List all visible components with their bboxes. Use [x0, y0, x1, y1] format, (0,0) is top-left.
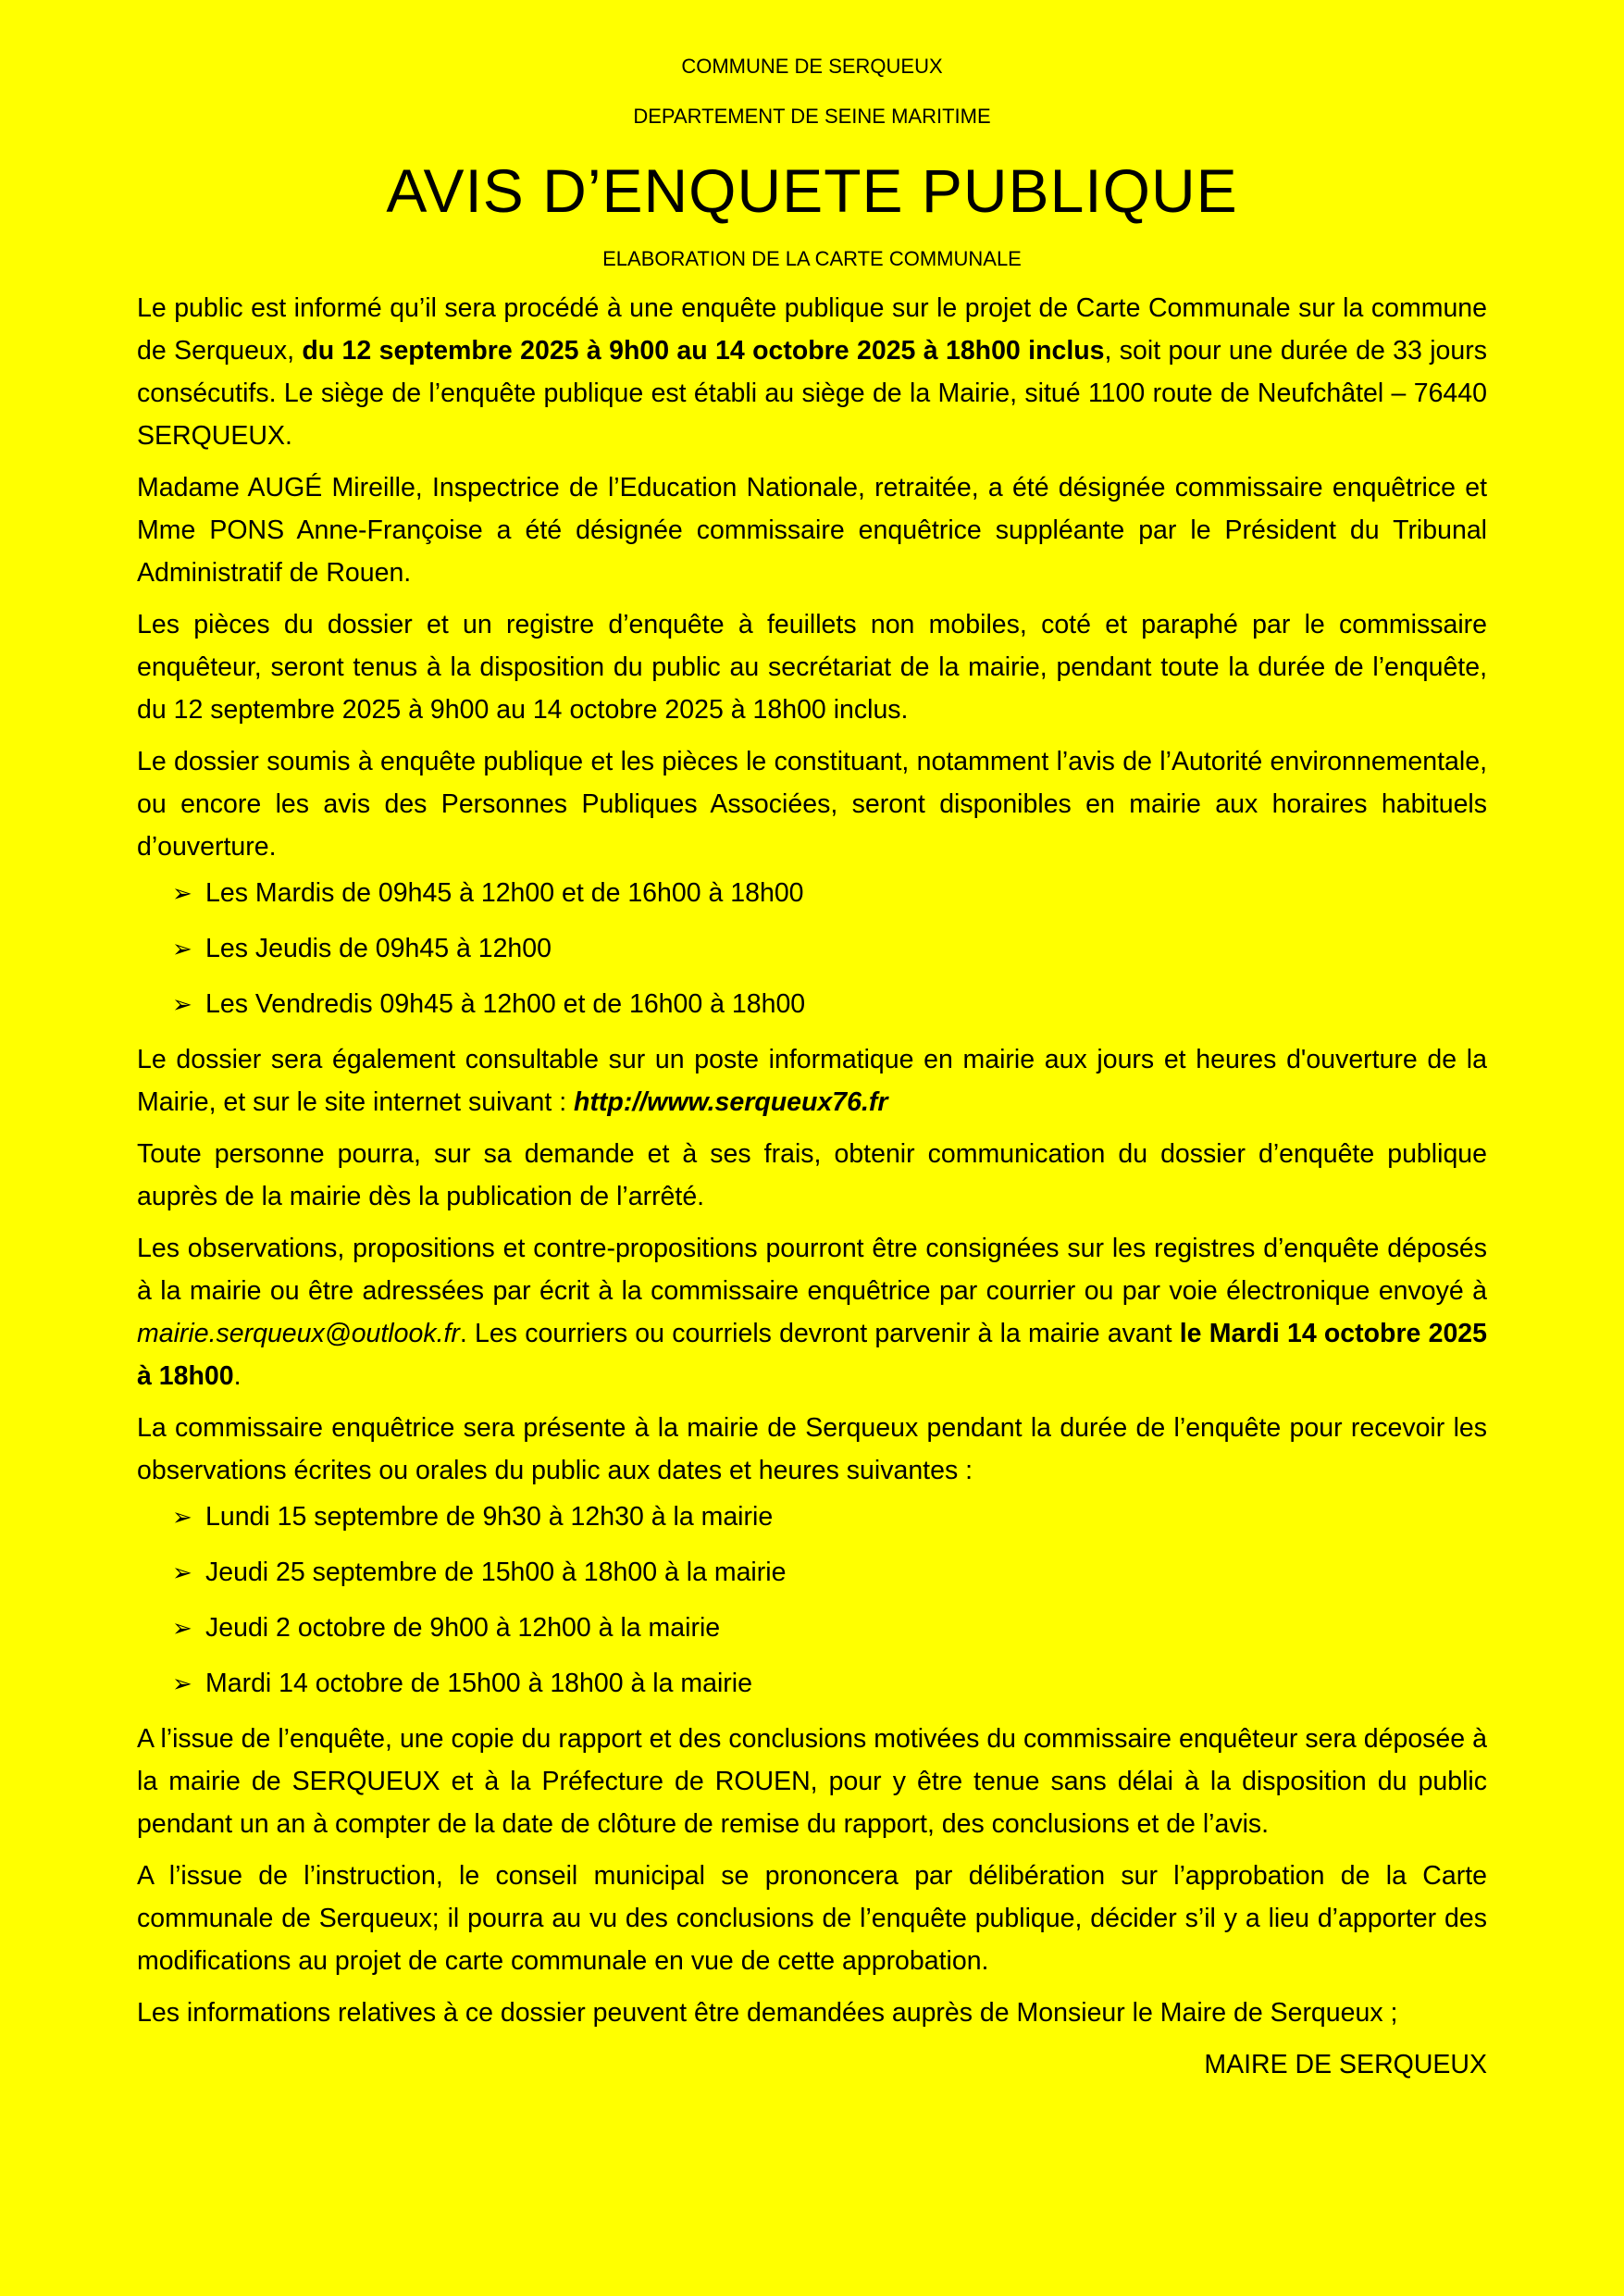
page-subtitle: ELABORATION DE LA CARTE COMMUNALE [602, 247, 1022, 270]
report-paragraph: A l’issue de l’enquête, une copie du rapport et des conclusions motivées du commissaire enquêteur sera déposée à la mairie de SERQUEUX et à la Préfecture de ROUEN, pour y être tenue sans délai à la disposition du public pendant un an à compter de la date de clôture de remise du rapport, des conclusions et de l’avis. [137, 1724, 1487, 1839]
list-item [172, 927, 1487, 970]
online-text: Le dossier sera également consultable sur un poste informatique en mairie aux jours et heures d'ouverture de la Mairie, et sur le site internet suivant : [137, 1045, 1487, 1117]
arrowhead-icon: ➢ [172, 1503, 192, 1531]
list-item-text: Jeudi 2 octobre de 9h00 à 12h00 à la mairie [205, 1613, 721, 1643]
list-item [172, 872, 1487, 914]
observations-text: Les observations, propositions et contre-propositions pourront être consignées sur les registres d’enquête déposés à la mairie ou être adressées par écrit à la commissaire enquêtrice par courrier ou par voie électronique envoyé à [137, 1234, 1487, 1306]
list-item [172, 983, 1487, 1025]
opening-hours-list [137, 872, 1487, 1025]
list-item [172, 1607, 1487, 1649]
list-item-text: Jeudi 25 septembre de 15h00 à 18h00 à la mairie [205, 1558, 787, 1587]
list-item-text: Les Vendredis 09h45 à 12h00 et de 16h00 à 18h00 [205, 989, 806, 1019]
information-paragraph: Les informations relatives à ce dossier peuvent être demandées auprès de Monsieur le Maire de Serqueux ; [137, 1998, 1398, 2028]
departement-heading: DEPARTEMENT DE SEINE MARITIME [633, 105, 991, 128]
signature: MAIRE DE SERQUEUX [1204, 2050, 1487, 2079]
availability-paragraph: Le dossier soumis à enquête publique et les pièces le constituant, notamment l’avis de l’Autorité environnementale, ou encore les avis des Personnes Publiques Associées, seront disponibles en mairie aux horaires habituels d’ouverture. [137, 747, 1487, 862]
observations-text-end: . [233, 1361, 242, 1391]
list-item-text: Lundi 15 septembre de 9h30 à 12h30 à la mairie [205, 1502, 774, 1532]
list-item-text: Mardi 14 octobre de 15h00 à 18h00 à la mairie [205, 1669, 752, 1698]
online-paragraph [137, 1038, 1487, 1123]
observations-paragraph [137, 1227, 1487, 1397]
commissaire-paragraph: Madame AUGÉ Mireille, Inspectrice de l’Education Nationale, retraitée, a été désignée commissaire enquêtrice et Mme PONS Anne-Françoise a été désignée commissaire enquêtrice suppléante par le Président du Tribunal Administratif de Rouen. [137, 473, 1487, 588]
intro-paragraph [137, 287, 1487, 457]
list-item-text: Les Jeudis de 09h45 à 12h00 [205, 934, 552, 963]
arrowhead-icon: ➢ [172, 990, 192, 1018]
dossier-paragraph: Les pièces du dossier et un registre d’enquête à feuillets non mobiles, coté et paraphé par le commissaire enquêteur, seront tenus à la disposition du public au secrétariat de la mairie, pendant toute la durée de l’enquête, du 12 septembre 2025 à 9h00 au 14 octobre 2025 à 18h00 inclus. [137, 610, 1487, 725]
page-title: AVIS D’ENQUETE PUBLIQUE [386, 156, 1238, 225]
arrowhead-icon: ➢ [172, 1558, 192, 1586]
observations-text-mid: . Les courriers ou courriels devront parvenir à la mairie avant [459, 1319, 1180, 1348]
commune-heading: COMMUNE DE SERQUEUX [681, 55, 943, 78]
list-item [172, 1551, 1487, 1594]
presence-paragraph: La commissaire enquêtrice sera présente à la mairie de Serqueux pendant la durée de l’enquête pour recevoir les observations écrites ou orales du public aux dates et heures suivantes : [137, 1413, 1487, 1485]
list-item [172, 1662, 1487, 1705]
list-item [172, 1496, 1487, 1538]
deadline: le Mardi 14 octobre 2025 à 18h00 [137, 1319, 1488, 1391]
list-item-text: Les Mardis de 09h45 à 12h00 et de 16h00 à 18h00 [205, 878, 804, 908]
instruction-paragraph: A l’issue de l’instruction, le conseil municipal se prononcera par délibération sur l’approbation de la Carte communale de Serqueux; il pourra au vu des conclusions de l’enquête publique, décider s’il y a lieu d’apporter des modifications au projet de carte communale en vue de cette approbation. [137, 1861, 1487, 1976]
arrowhead-icon: ➢ [172, 1614, 192, 1642]
email-link[interactable]: mairie.serqueux@outlook.fr [137, 1319, 460, 1348]
arrowhead-icon: ➢ [172, 879, 192, 907]
intro-text: Le public est informé qu’il sera procédé à une enquête publique sur le projet de Carte Communale sur la commune de Serqueux, [137, 293, 1487, 366]
intro-text-end: , soit pour une durée de 33 jours consécutifs. Le siège de l’enquête publique est établi au siège de la Mairie, situé 1100 route de Neufchâtel – 76440 SERQUEUX. [137, 336, 1488, 451]
website-link[interactable]: http://www.serqueux76.fr [574, 1087, 888, 1117]
arrowhead-icon: ➢ [172, 935, 192, 962]
permanences-list [137, 1496, 1487, 1705]
intro-dates: du 12 septembre 2025 à 9h00 au 14 octobre 2025 à 18h00 inclus [302, 336, 1105, 366]
communication-paragraph: Toute personne pourra, sur sa demande et à ses frais, obtenir communication du dossier d’enquête publique auprès de la mairie dès la publication de l’arrêté. [137, 1139, 1487, 1211]
arrowhead-icon: ➢ [172, 1669, 192, 1697]
